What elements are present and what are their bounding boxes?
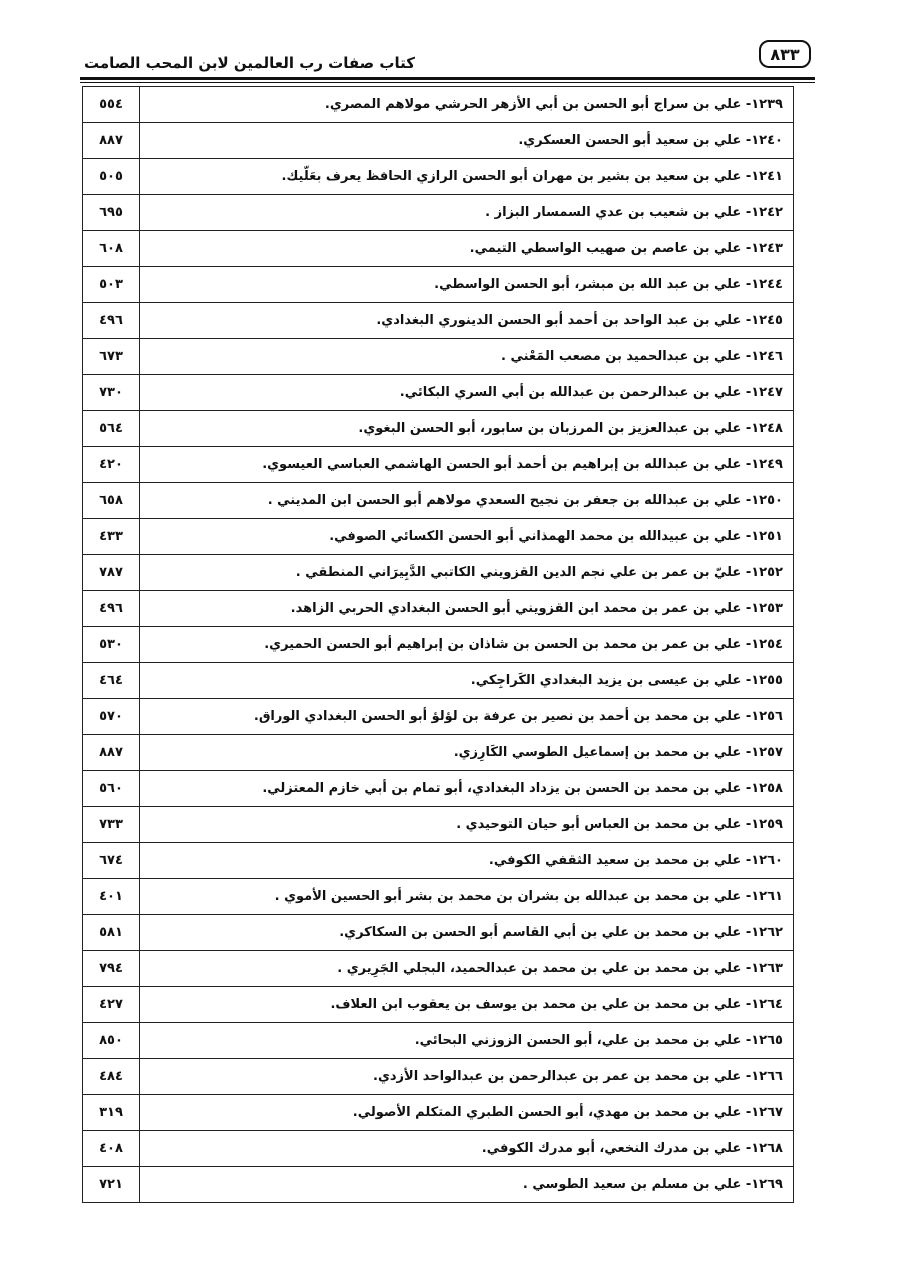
entry-cell: ١٢٤٠- علي بن سعيد أبو الحسن العسكري. [140,123,794,159]
page-ref-cell: ٥٠٥ [83,159,140,195]
page-ref-cell: ٧٢١ [83,1167,140,1203]
table-row [83,231,794,267]
table-row [83,159,794,195]
page-ref-cell: ٥٧٠ [83,699,140,735]
table-row [83,1167,794,1203]
table-row [83,879,794,915]
table-row [83,303,794,339]
page-ref-cell: ٦٠٨ [83,231,140,267]
page-ref-cell: ٥٨١ [83,915,140,951]
entry-cell: ١٢٤٣- علي بن عاصم بن صهيب الواسطي التيمي. [140,231,794,267]
table-row [83,1059,794,1095]
page-ref-cell: ٥٦٠ [83,771,140,807]
entry-cell: ١٢٣٩- علي بن سراج أبو الحسن بن أبي الأزهر الحرشي مولاهم المصري. [140,87,794,123]
table-row [83,555,794,591]
page-ref-cell: ٤٠١ [83,879,140,915]
entry-cell: ١٢٥١- علي بن عبيدالله بن محمد الهمذاني أبو الحسن الكسائي الصوفي. [140,519,794,555]
page-ref-cell: ٨٨٧ [83,123,140,159]
index-table [82,86,794,1203]
page-ref-cell: ٤٨٤ [83,1059,140,1095]
entry-cell: ١٢٦٦- علي بن محمد بن عمر بن عبدالرحمن بن عبدالواحد الأزدي. [140,1059,794,1095]
entry-cell: ١٢٦٠- علي بن محمد بن سعيد الثقفي الكوفي. [140,843,794,879]
book-title: كتاب صفات رب العالمين لابن المحب الصامت [84,54,415,72]
page-ref-cell: ٦٩٥ [83,195,140,231]
entry-cell: ١٢٤٧- علي بن عبدالرحمن بن عبدالله بن أبي السري البكائي. [140,375,794,411]
table-row [83,1095,794,1131]
entry-cell: ١٢٤٤- علي بن عبد الله بن مبشر، أبو الحسن الواسطي. [140,267,794,303]
entry-cell: ١٢٤٩- علي بن عبدالله بن إبراهيم بن أحمد أبو الحسن الهاشمي العباسي العيسوي. [140,447,794,483]
table-row [83,447,794,483]
page-ref-cell: ٤٩٦ [83,303,140,339]
table-row [83,411,794,447]
header-rule-thick [80,77,815,80]
page-ref-cell: ٧٣٠ [83,375,140,411]
table-row [83,267,794,303]
page-number-badge: ٨٣٣ [759,40,811,68]
table-row [83,915,794,951]
entry-cell: ١٢٦٩- علي بن مسلم بن سعيد الطوسي . [140,1167,794,1203]
entry-cell: ١٢٤٥- علي بن عبد الواحد بن أحمد أبو الحسن الدينوري البغدادي. [140,303,794,339]
table-row [83,1131,794,1167]
table-row [83,1023,794,1059]
page-ref-cell: ٦٧٤ [83,843,140,879]
page-ref-cell: ٤٣٣ [83,519,140,555]
table-row [83,807,794,843]
page-ref-cell: ٤٦٤ [83,663,140,699]
entry-cell: ١٢٥٦- علي بن محمد بن أحمد بن نصير بن عرفة بن لؤلؤ أبو الحسن البغدادي الوراق. [140,699,794,735]
entry-cell: ١٢٥٢- عليّ بن عمر بن علي نجم الدين القزويني الكاتبي الدَّبِيرَاني المنطقي . [140,555,794,591]
table-row [83,771,794,807]
table-row [83,987,794,1023]
entry-cell: ١٢٥٧- علي بن محمد بن إسماعيل الطوسي الكَارِزي. [140,735,794,771]
page-ref-cell: ٥٠٣ [83,267,140,303]
table-row [83,519,794,555]
page-ref-cell: ٧٩٤ [83,951,140,987]
page-ref-cell: ٨٨٧ [83,735,140,771]
entry-cell: ١٢٤١- علي بن سعيد بن بشير بن مهران أبو الحسن الرازي الحافظ يعرف بعَلّيك. [140,159,794,195]
entry-cell: ١٢٦٣- علي بن محمد بن علي بن محمد بن عبدالحميد، البجلي الجَرِيري . [140,951,794,987]
entry-cell: ١٢٦٤- علي بن محمد بن علي بن محمد بن يوسف بن يعقوب ابن العلاف. [140,987,794,1023]
entry-cell: ١٢٦٥- علي بن محمد بن علي، أبو الحسن الزوزني البحائي. [140,1023,794,1059]
table-row [83,591,794,627]
entry-cell: ١٢٦٧- علي بن محمد بن مهدي، أبو الحسن الطبري المتكلم الأصولي. [140,1095,794,1131]
page-header [80,38,815,78]
page-ref-cell: ٥٥٤ [83,87,140,123]
page-ref-cell: ٤٢٧ [83,987,140,1023]
page-ref-cell: ٧٨٧ [83,555,140,591]
table-row [83,483,794,519]
entry-cell: ١٢٥٥- علي بن عيسى بن يزيد البغدادي الكَراجِكي. [140,663,794,699]
table-row [83,663,794,699]
table-row [83,195,794,231]
page-ref-cell: ٧٣٣ [83,807,140,843]
table-row [83,735,794,771]
table-row [83,843,794,879]
entry-cell: ١٢٤٦- علي بن عبدالحميد بن مصعب المَعْني . [140,339,794,375]
page-ref-cell: ٥٣٠ [83,627,140,663]
table-row [83,627,794,663]
entry-cell: ١٢٦٨- علي بن مدرك النخعي، أبو مدرك الكوفي. [140,1131,794,1167]
table-row [83,339,794,375]
entry-cell: ١٢٤٢- علي بن شعيب بن عدي السمسار البزاز . [140,195,794,231]
page-ref-cell: ٤٢٠ [83,447,140,483]
entry-cell: ١٢٤٨- علي بن عبدالعزيز بن المرزبان بن سابور، أبو الحسن البغوي. [140,411,794,447]
entry-cell: ١٢٥٩- علي بن محمد بن العباس أبو حيان التوحيدي . [140,807,794,843]
page-ref-cell: ٣١٩ [83,1095,140,1131]
page-ref-cell: ٥٦٤ [83,411,140,447]
page-ref-cell: ٨٥٠ [83,1023,140,1059]
table-row [83,123,794,159]
entry-cell: ١٢٥٨- علي بن محمد بن الحسن بن يزداد البغدادي، أبو تمام بن أبي خازم المعتزلي. [140,771,794,807]
page-ref-cell: ٦٥٨ [83,483,140,519]
entry-cell: ١٢٥٠- علي بن عبدالله بن جعفر بن نجيح السعدي مولاهم أبو الحسن ابن المديني . [140,483,794,519]
page-ref-cell: ٤٠٨ [83,1131,140,1167]
header-rule-thin [80,82,815,83]
entry-cell: ١٢٦١- علي بن محمد بن عبدالله بن بشران بن محمد بن بشر أبو الحسين الأموي . [140,879,794,915]
page-ref-cell: ٤٩٦ [83,591,140,627]
table-row [83,87,794,123]
table-row [83,699,794,735]
page-ref-cell: ٦٧٣ [83,339,140,375]
entry-cell: ١٢٥٣- علي بن عمر بن محمد ابن القزويني أبو الحسن البغدادي الحربي الزاهد. [140,591,794,627]
entry-cell: ١٢٦٢- علي بن محمد بن علي بن أبي القاسم أبو الحسن بن السكاكري. [140,915,794,951]
table-row [83,951,794,987]
index-table-body [83,87,794,1203]
entry-cell: ١٢٥٤- علي بن عمر بن محمد بن الحسن بن شاذان بن إبراهيم أبو الحسن الحميري. [140,627,794,663]
table-row [83,375,794,411]
